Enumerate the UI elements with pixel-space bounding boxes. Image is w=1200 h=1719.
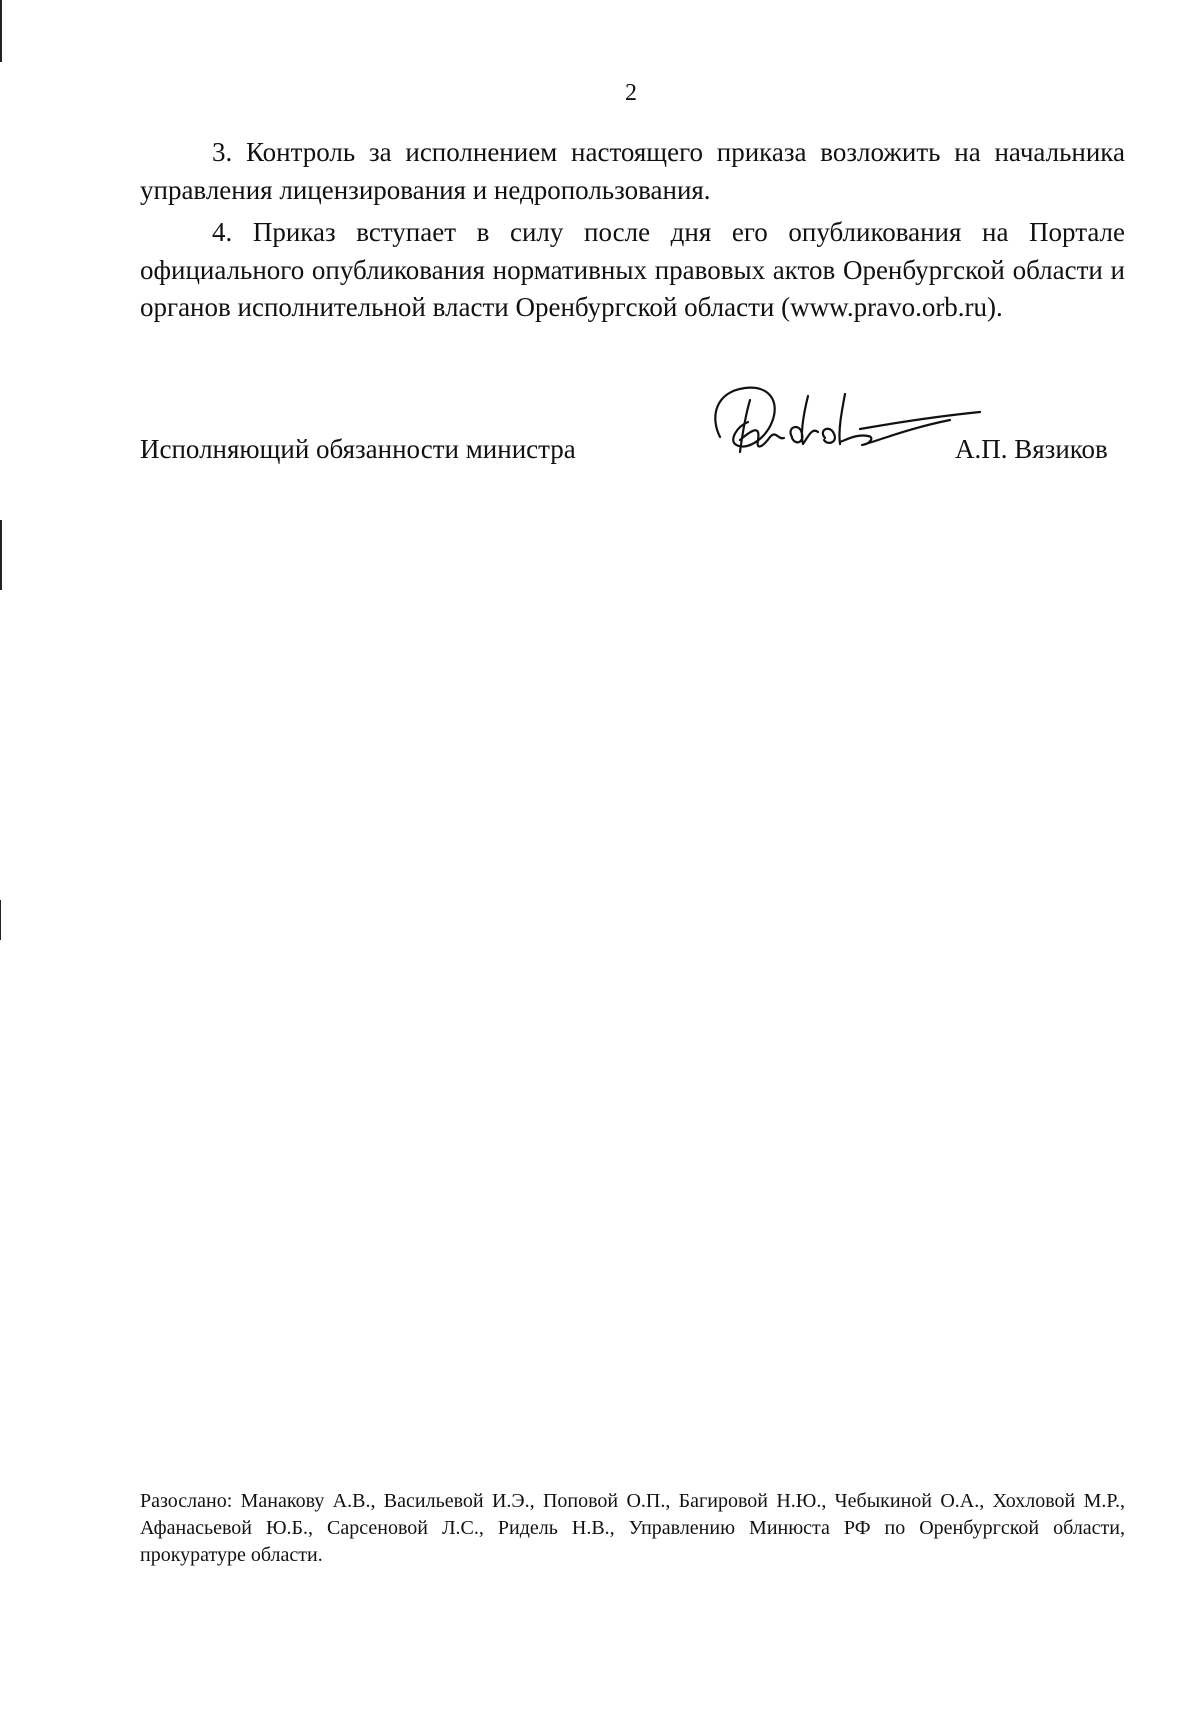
signatory-position: Исполняющий обязанности министра (140, 434, 576, 464)
distribution-list: Разослано: Манакову А.В., Васильевой И.Э., Поповой О.П., Багировой Н.Ю., Чебыкиной О.А., Хохловой М.Р., Афанасьевой Ю.Б., Сарсеновой Л.С., Ридель Н.В., Управлению Минюста РФ по Оренбургской области, прокуратуре области. (140, 1490, 1125, 1566)
scan-edge-mark (0, 900, 1, 940)
paragraph-item-3: 3. Контроль за исполнением настоящего приказа возложить на начальника управления лицензирования и недропользования. (140, 137, 1125, 205)
page-number: 2 (625, 80, 637, 106)
signer-name: А.П. Вязиков (955, 434, 1108, 464)
scan-edge-mark (0, 0, 2, 62)
scan-edge-mark (0, 520, 2, 590)
paragraph-item-4: 4. Приказ вступает в силу после дня его опубликования на Портале официального опубликования нормативных правовых актов Оренбургской области и органов исполнительной власти Оренбургской области (www.pravo.orb.ru). (140, 217, 1125, 322)
